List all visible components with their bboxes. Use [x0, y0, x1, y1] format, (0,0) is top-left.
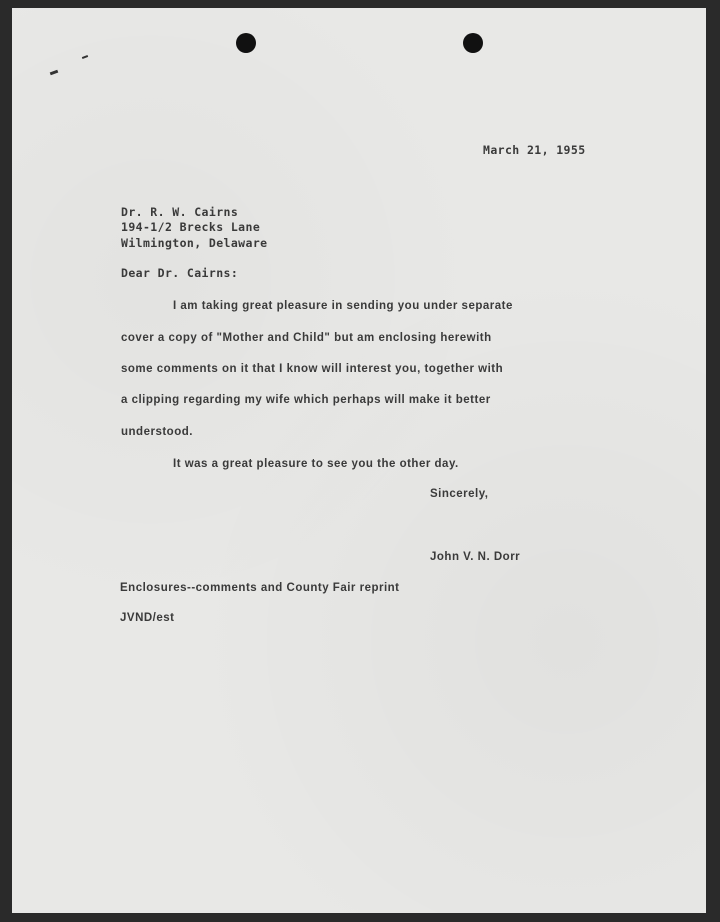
paragraph-line: a clipping regarding my wife which perhaps will make it better	[121, 394, 491, 406]
signature-name: John V. N. Dorr	[430, 551, 521, 563]
salutation: Dear Dr. Cairns:	[121, 266, 239, 280]
reference-initials: JVND/est	[120, 612, 175, 624]
punch-hole-left	[236, 33, 256, 53]
paragraph-2: It was a great pleasure to see you the other day.	[173, 458, 459, 470]
margin-mark	[50, 70, 59, 76]
margin-mark	[82, 55, 88, 59]
paragraph-line: understood.	[121, 426, 193, 438]
recipient-city: Wilmington, Delaware	[121, 236, 268, 250]
letter-page	[12, 8, 706, 913]
paragraph-line: some comments on it that I know will interest you, together with	[121, 363, 504, 375]
enclosures-line: Enclosures--comments and County Fair reprint	[120, 582, 400, 594]
recipient-name: Dr. R. W. Cairns	[121, 205, 239, 219]
punch-hole-right	[463, 33, 483, 53]
paragraph-line: I am taking great pleasure in sending you under separate	[173, 300, 513, 312]
closing: Sincerely,	[430, 488, 489, 500]
paragraph-line: cover a copy of "Mother and Child" but am enclosing herewith	[121, 332, 492, 344]
recipient-street: 194-1/2 Brecks Lane	[121, 220, 261, 234]
letter-date: March 21, 1955	[483, 143, 586, 157]
